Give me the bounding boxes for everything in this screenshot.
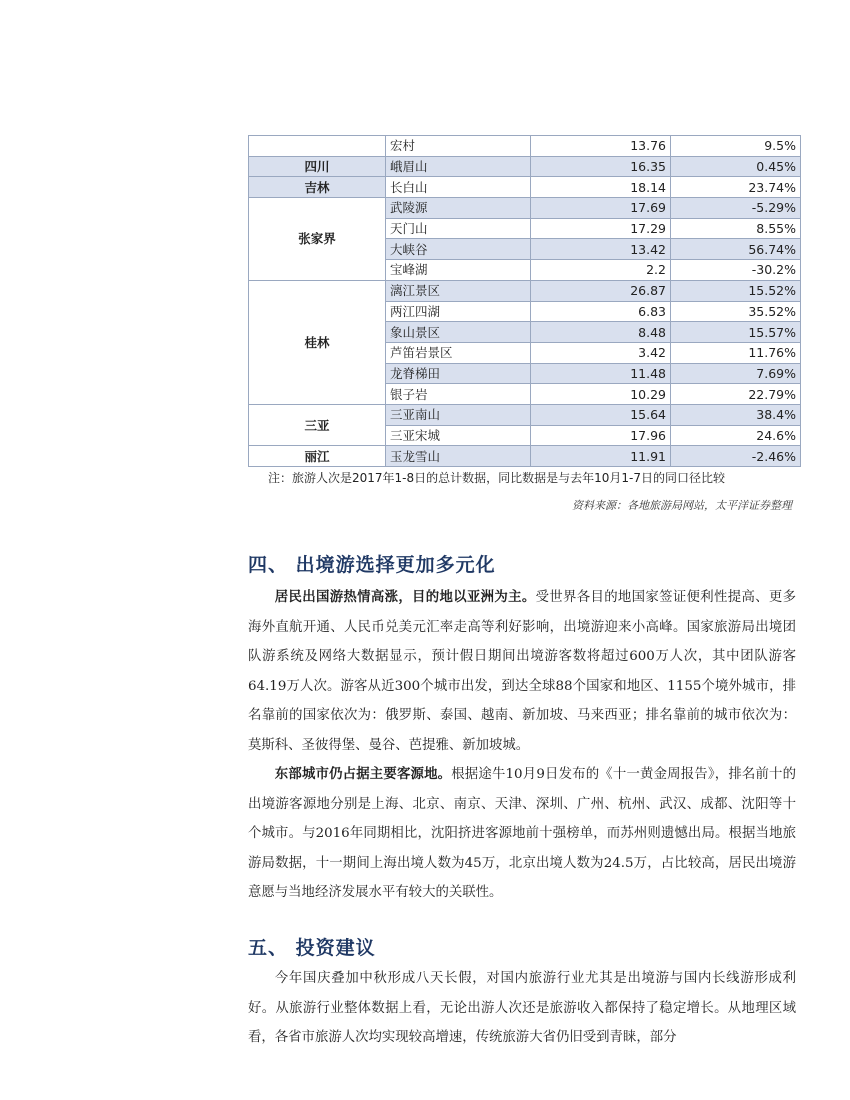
growth-cell: -5.29% xyxy=(671,198,801,219)
growth-cell: 24.6% xyxy=(671,425,801,446)
scenic-data-table xyxy=(248,135,801,467)
visitors-cell: 17.29 xyxy=(531,218,671,239)
visitors-cell: 10.29 xyxy=(531,384,671,405)
paragraph-body: 受世界各目的地国家签证便利性提高、更多海外直航开通、人民币兑美元汇率走高等利好影响，出境游迎来小高峰。国家旅游局出境团队游系统及网络大数据显示，预计假日期间出境游客数将超过600万人次，其中团队游客64.19万人次。游客从近300个城市出发，到达全球88个国家和地区、1155个境外城市，排名靠前的国家依次为：俄罗斯、泰国、越南、新加坡、马来西亚；排名靠前的城市依次为：莫斯科、圣彼得堡、曼谷、芭提雅、新加坡城。 xyxy=(248,590,797,753)
paragraph-lead: 东部城市仍占据主要客源地。 xyxy=(274,767,452,782)
growth-cell: 11.76% xyxy=(671,342,801,363)
province-cell: 吉林 xyxy=(249,177,386,198)
paragraph-body: 根据途牛10月9日发布的《十一黄金周报告》，排名前十的出境游客源地分别是上海、北京、南京、天津、深圳、广州、杭州、武汉、成都、沈阳等十个城市。与2016年同期相比，沈阳挤进客源地前十强榜单，而苏州则遗憾出局。根据当地旅游局数据，十一期间上海出境人数为45万，北京出境人数为24.5万，占比较高，居民出境游意愿与当地经济发展水平有较大的关联性。 xyxy=(248,767,796,900)
table-row xyxy=(249,404,801,425)
growth-cell: -2.46% xyxy=(671,446,801,467)
visitors-cell: 17.69 xyxy=(531,198,671,219)
growth-cell: 35.52% xyxy=(671,301,801,322)
visitors-cell: 26.87 xyxy=(531,280,671,301)
scenic-cell: 宝峰湖 xyxy=(386,260,531,281)
province-cell: 张家界 xyxy=(249,198,386,281)
scenic-cell: 玉龙雪山 xyxy=(386,446,531,467)
table-row xyxy=(249,198,801,219)
scenic-cell: 漓江景区 xyxy=(386,280,531,301)
table-note: 注：旅游人次是2017年1-8日的总计数据，同比数据是与去年10月1-7日的同口径比较 xyxy=(268,471,726,485)
section-4-paragraph-1 xyxy=(248,583,796,760)
visitors-cell: 13.76 xyxy=(531,136,671,157)
scenic-cell: 宏村 xyxy=(386,136,531,157)
visitors-cell: 16.35 xyxy=(531,156,671,177)
growth-cell: 7.69% xyxy=(671,363,801,384)
section-4-heading: 四、 出境游选择更加多元化 xyxy=(248,554,496,576)
table-row xyxy=(249,446,801,467)
growth-cell: 22.79% xyxy=(671,384,801,405)
table-row xyxy=(249,136,801,157)
visitors-cell: 3.42 xyxy=(531,342,671,363)
table-source: 资料来源：各地旅游局网站，太平洋证券整理 xyxy=(572,499,792,512)
visitors-cell: 11.48 xyxy=(531,363,671,384)
scenic-cell: 武陵源 xyxy=(386,198,531,219)
scenic-cell: 峨眉山 xyxy=(386,156,531,177)
growth-cell: -30.2% xyxy=(671,260,801,281)
scenic-cell: 天门山 xyxy=(386,218,531,239)
province-cell: 桂林 xyxy=(249,280,386,404)
table-row xyxy=(249,280,801,301)
province-cell: 三亚 xyxy=(249,404,386,445)
visitors-cell: 6.83 xyxy=(531,301,671,322)
growth-cell: 56.74% xyxy=(671,239,801,260)
province-cell: 四川 xyxy=(249,156,386,177)
table-row xyxy=(249,177,801,198)
table-row xyxy=(249,156,801,177)
scenic-cell: 三亚南山 xyxy=(386,404,531,425)
scenic-cell: 两江四湖 xyxy=(386,301,531,322)
visitors-cell: 15.64 xyxy=(531,404,671,425)
visitors-cell: 8.48 xyxy=(531,322,671,343)
growth-cell: 38.4% xyxy=(671,404,801,425)
visitors-cell: 2.2 xyxy=(531,260,671,281)
scenic-cell: 银子岩 xyxy=(386,384,531,405)
visitors-cell: 17.96 xyxy=(531,425,671,446)
scenic-cell: 象山景区 xyxy=(386,322,531,343)
scenic-cell: 长白山 xyxy=(386,177,531,198)
section-5-heading: 五、 投资建议 xyxy=(248,937,376,959)
growth-cell: 8.55% xyxy=(671,218,801,239)
visitors-cell: 18.14 xyxy=(531,177,671,198)
growth-cell: 23.74% xyxy=(671,177,801,198)
province-cell xyxy=(249,136,386,157)
scenic-cell: 大峡谷 xyxy=(386,239,531,260)
section-5-paragraph-1: 今年国庆叠加中秋形成八天长假，对国内旅游行业尤其是出境游与国内长线游形成利好。从旅游行业整体数据上看，无论出游人次还是旅游收入都保持了稳定增长。从地理区域看，各省市旅游人次均实现较高增速，传统旅游大省仍旧受到青睐，部分 xyxy=(248,971,796,1045)
growth-cell: 15.52% xyxy=(671,280,801,301)
visitors-cell: 11.91 xyxy=(531,446,671,467)
scenic-cell: 芦笛岩景区 xyxy=(386,342,531,363)
growth-cell: 15.57% xyxy=(671,322,801,343)
province-cell: 丽江 xyxy=(249,446,386,467)
visitors-cell: 13.42 xyxy=(531,239,671,260)
growth-cell: 9.5% xyxy=(671,136,801,157)
scenic-cell: 三亚宋城 xyxy=(386,425,531,446)
growth-cell: 0.45% xyxy=(671,156,801,177)
scenic-cell: 龙脊梯田 xyxy=(386,363,531,384)
section-4-paragraph-2 xyxy=(248,760,796,908)
paragraph-lead: 居民出国游热情高涨，目的地以亚洲为主。 xyxy=(274,590,536,605)
